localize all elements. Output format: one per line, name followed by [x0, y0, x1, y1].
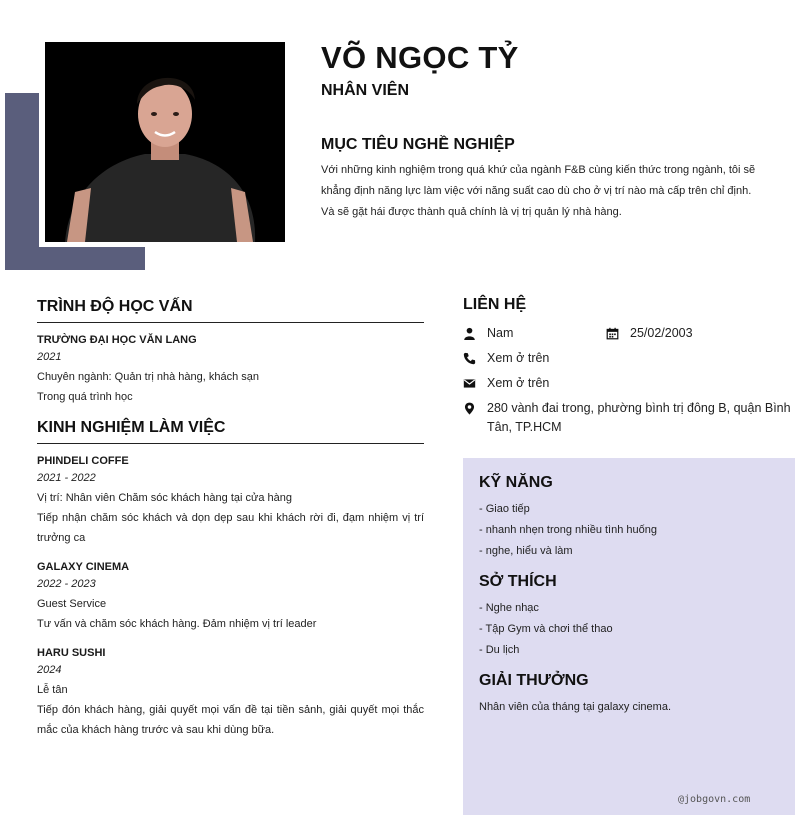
- watermark: @jobgovn.com: [678, 794, 751, 805]
- skills-section: [479, 474, 779, 562]
- hobby-item: - Du lịch: [479, 644, 520, 656]
- education-status: Trong quá trình học: [37, 391, 133, 403]
- objective-section: [321, 136, 761, 223]
- hobbies-heading: SỞ THÍCH: [479, 573, 557, 590]
- contact-dob: 25/02/2003: [630, 326, 693, 340]
- contact-section: [463, 296, 793, 443]
- job-entry: [37, 646, 424, 740]
- job-position: Guest Service: [37, 598, 107, 610]
- awards-heading: GIẢI THƯỞNG: [479, 672, 589, 689]
- contact-heading: LIÊN HỆ: [463, 296, 527, 313]
- contact-gender: Nam: [487, 326, 514, 340]
- objective-heading: MỤC TIÊU NGHỀ NGHIỆP: [321, 136, 515, 153]
- award-item: Nhân viên của tháng tại galaxy cinema.: [479, 701, 672, 713]
- education-major: Chuyên ngành: Quản trị nhà hàng, khách sạn: [37, 371, 259, 383]
- skill-item: - Giao tiếp: [479, 503, 530, 515]
- education-year: 2021: [37, 351, 62, 363]
- mail-icon: [463, 377, 476, 390]
- hobby-item: - Nghe nhạc: [479, 602, 539, 614]
- contact-phone[interactable]: Xem ở trên: [487, 351, 550, 365]
- job-description: Tiếp nhận chăm sóc khách và dọn dẹp sau khi khách rời đi, đạm nhiệm vị trí trưởng ca: [37, 512, 424, 544]
- skill-item: - nhanh nhẹn trong nhiều tình huống: [479, 524, 657, 536]
- left-column: [37, 298, 424, 752]
- job-description: Tư vấn và chăm sóc khách hàng. Đảm nhiệm vị trí leader: [37, 618, 317, 630]
- accent-bar-horizontal: [5, 247, 145, 270]
- job-entry: [37, 560, 424, 634]
- contact-gender-row: [463, 324, 793, 343]
- contact-dob-group: [606, 324, 693, 343]
- hobbies-section: [479, 573, 779, 661]
- skills-heading: KỸ NĂNG: [479, 474, 553, 491]
- skill-item: - nghe, hiểu và làm: [479, 545, 573, 557]
- phone-icon: [463, 352, 476, 365]
- job-description: Tiếp đón khách hàng, giải quyết mọi vấn đề tại tiền sảnh, giải quyết mọi thắc mắc của khách hàng trước và sau khi dùng bữa.: [37, 704, 424, 736]
- job-company: HARU SUSHI: [37, 647, 106, 659]
- education-school: TRƯỜNG ĐẠI HỌC VĂN LANG: [37, 334, 197, 346]
- contact-address-row: [463, 399, 793, 437]
- job-entry: [37, 454, 424, 548]
- contact-phone-row: [463, 349, 793, 368]
- job-position: Lễ tân: [37, 684, 68, 696]
- education-heading: TRÌNH ĐỘ HỌC VẤN: [37, 298, 424, 323]
- candidate-name: VÕ NGỌC TỶ: [321, 40, 519, 75]
- calendar-icon: [606, 327, 619, 340]
- contact-email[interactable]: Xem ở trên: [487, 376, 550, 390]
- job-period: 2021 - 2022: [37, 472, 96, 484]
- accent-bar-vertical: [5, 93, 39, 270]
- job-period: 2024: [37, 664, 62, 676]
- contact-email-row: [463, 374, 793, 393]
- sidebar-panel: [463, 458, 795, 815]
- job-position: Vị trí: Nhân viên Chăm sóc khách hàng tại cửa hàng: [37, 492, 293, 504]
- objective-text: Với những kinh nghiệm trong quá khứ của ngành F&B cùng kiến thức trong ngành, tôi sẽ khẳng định năng lực làm việc với năng suất cao dù cho ở vị trí nào mà cấp trên chỉ định. Và sẽ gặt hái được thành quả chính là vị trị quản lý nhà hàng.: [321, 164, 756, 218]
- profile-photo: [45, 42, 285, 242]
- education-entry: [37, 333, 424, 407]
- hobby-item: - Tập Gym và chơi thể thao: [479, 623, 613, 635]
- job-period: 2022 - 2023: [37, 578, 96, 590]
- job-company: PHINDELI COFFE: [37, 455, 129, 467]
- location-pin-icon: [463, 402, 476, 415]
- person-icon: [463, 327, 476, 340]
- contact-address: 280 vành đai trong, phường bình trị đông B, quận Bình Tân, TP.HCM: [487, 401, 791, 434]
- awards-section: [479, 672, 779, 718]
- candidate-title: NHÂN VIÊN: [321, 82, 410, 99]
- experience-heading: KINH NGHIỆM LÀM VIỆC: [37, 419, 424, 444]
- job-company: GALAXY CINEMA: [37, 561, 130, 573]
